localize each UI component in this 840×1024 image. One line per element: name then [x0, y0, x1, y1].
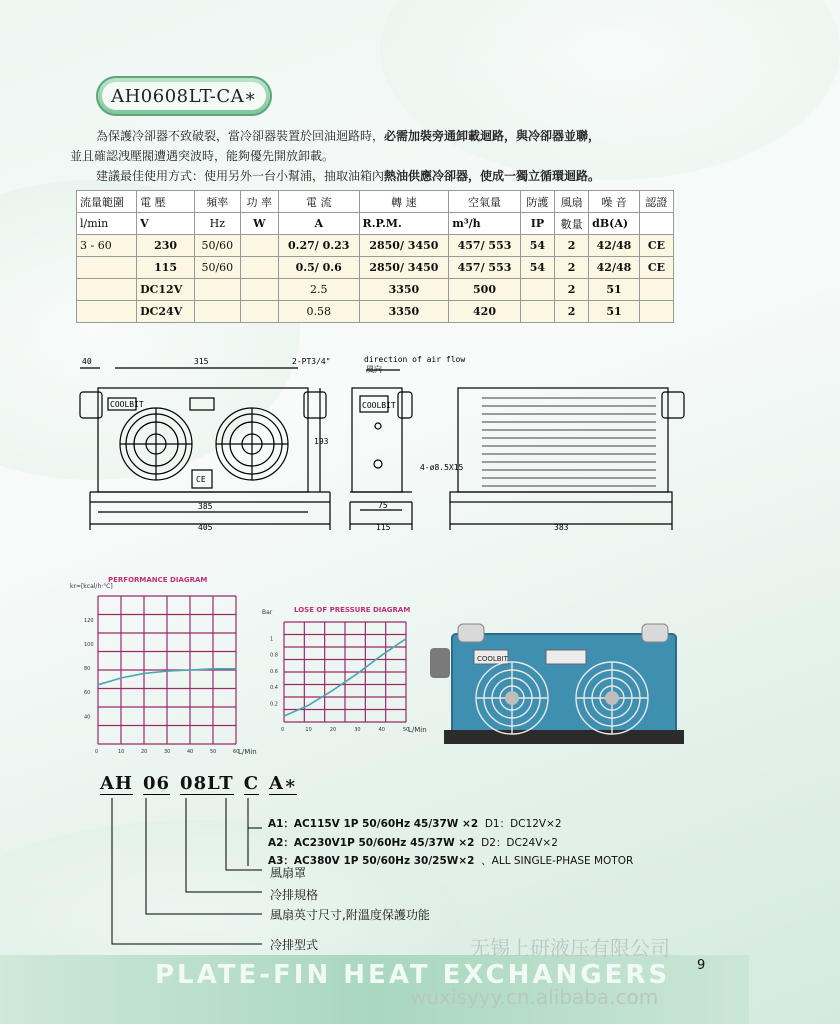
dim-383: 383 [554, 523, 569, 532]
table-cell: 51 [589, 279, 640, 301]
dim-405: 405 [198, 523, 213, 532]
table-cell: 54 [520, 257, 554, 279]
chart-ytick: 0.6 [270, 668, 278, 675]
dim-315: 315 [194, 357, 209, 366]
intro-line3-bold: 熱油供應冷卻器，使成一獨立循環迴路。 [384, 169, 601, 183]
option-d1: D1：DC12V×2 [484, 818, 562, 830]
table-row [77, 301, 674, 323]
chart-point [332, 690, 334, 692]
table-cell: 3 - 60 [77, 235, 137, 257]
airflow-label: direction of air flow [364, 355, 466, 364]
table-header-cell: 風扇 [555, 191, 589, 213]
brand-plate-text-side: COOLBIT [362, 401, 396, 410]
table-unit-cell: l/min [77, 213, 137, 235]
table-cell: 230 [137, 235, 195, 257]
table-unit-cell: m³/h [449, 213, 521, 235]
table-cell [77, 279, 137, 301]
table-cell: 2 [555, 301, 589, 323]
table-header-cell: 防護 [520, 191, 554, 213]
table-row [77, 279, 674, 301]
table-cell: 2850/ 3450 [359, 235, 449, 257]
dim-40: 40 [82, 357, 92, 366]
chart-point [356, 673, 358, 675]
table-row [77, 257, 674, 279]
chart-point [405, 638, 407, 640]
code-part: C [243, 773, 260, 794]
chart-xtick: 20 [141, 749, 148, 755]
table-unit-cell [639, 213, 673, 235]
holes-label: 4-ø8.5X15 [420, 463, 464, 472]
chart-point [143, 673, 145, 675]
option-a3-text: A3：AC380V 1P 50/60Hz 30/25W×2 [268, 855, 475, 867]
table-unit-cell: R.P.M. [359, 213, 449, 235]
table-row [77, 235, 674, 257]
dim-193: 193 [314, 437, 329, 446]
chart-xtick: 30 [164, 749, 171, 755]
table-cell [77, 257, 137, 279]
table-header-cell: 電 流 [278, 191, 359, 213]
chart-point [283, 715, 285, 717]
chart-point [120, 677, 122, 679]
code-part: AH [100, 773, 133, 794]
code-part: 06 [142, 773, 171, 794]
dim-75: 75 [378, 501, 388, 510]
table-header-cell: 空氣量 [449, 191, 521, 213]
table-cell: 54 [520, 235, 554, 257]
table-cell [240, 301, 278, 323]
table-cell: 50/60 [195, 235, 241, 257]
table-cell [195, 301, 241, 323]
table-cell: 2 [555, 279, 589, 301]
label-cooler-spec: 冷排規格 [270, 888, 319, 902]
spec-table [76, 190, 674, 323]
chart-xtick: 10 [118, 749, 125, 755]
watermark-company: 无锡上研液压有限公司 [470, 936, 670, 960]
technical-drawing [60, 352, 700, 532]
label-fan-cover: 風扇罩 [270, 866, 307, 880]
table-header-cell: 功 率 [240, 191, 278, 213]
table-header-cell: 電 壓 [137, 191, 195, 213]
port-label: 2-PT3/4" [292, 357, 331, 366]
chart-ytick: 120 [84, 618, 94, 625]
chart-ylabel: kr=[kcal/h·°C] [70, 583, 113, 590]
table-cell: DC24V [137, 301, 195, 323]
option-a2-text: A2：AC230V1P 50/60Hz 45/37W ×2 [268, 837, 475, 849]
table-header-cell: 認證 [639, 191, 673, 213]
chart-ytick: 0.8 [270, 652, 278, 659]
ce-mark-text: CE [196, 475, 206, 484]
chart-ytick: 60 [84, 690, 91, 697]
chart-ytick: 40 [84, 714, 91, 721]
intro-line3: 建議最佳使用方式：使用另外一台小幫浦，抽取油箱內 [96, 169, 385, 183]
table-unit-cell: IP [520, 213, 554, 235]
table-header-cell: 流量範圍 [77, 191, 137, 213]
table-cell: 42/48 [589, 257, 640, 279]
intro-paragraph [96, 126, 696, 146]
table-cell: 0.27/ 0.23 [278, 235, 359, 257]
table-cell: 0.58 [278, 301, 359, 323]
option-a3 [268, 853, 633, 868]
chart-point [381, 655, 383, 657]
chart-title: LOSE OF PRESSURE DIAGRAM [294, 606, 411, 614]
chart-xtick: 0 [281, 727, 285, 733]
table-cell: 115 [137, 257, 195, 279]
table-cell: DC12V [137, 279, 195, 301]
model-title-badge [96, 76, 272, 116]
chart-ylabel: Bar [262, 609, 273, 616]
table-cell [520, 301, 554, 323]
table-cell: 2 [555, 235, 589, 257]
intro-line1-bold: 必需加裝旁通卸載迴路，與冷卻器並聯， [384, 129, 601, 143]
dim-385: 385 [198, 502, 213, 511]
chart-xtick: 60 [233, 749, 240, 755]
performance-chart [70, 572, 257, 756]
chart-xtick: 50 [403, 727, 410, 733]
label-cooler-type: 冷排型式 [270, 938, 319, 952]
table-cell: 51 [589, 301, 640, 323]
airflow-label-cn: 風向 [366, 365, 382, 374]
table-cell: 42/48 [589, 235, 640, 257]
chart-ytick: 100 [84, 642, 94, 649]
chart-xtick: 50 [210, 749, 217, 755]
chart-xlabel: L/Min [408, 726, 427, 734]
chart-point [97, 684, 99, 686]
code-part: A∗ [269, 773, 298, 794]
option-a1 [268, 816, 562, 831]
chart-xtick: 40 [187, 749, 194, 755]
table-unit-cell: V [137, 213, 195, 235]
option-a1-text: A1：AC115V 1P 50/60Hz 45/37W ×2 [268, 818, 479, 830]
table-unit-cell: 數量 [555, 213, 589, 235]
chart-ytick: 1 [270, 636, 274, 643]
chart-point [235, 668, 237, 670]
table-unit-row [77, 213, 674, 235]
table-unit-cell: dB(A) [589, 213, 640, 235]
table-cell: 500 [449, 279, 521, 301]
table-cell: 457/ 553 [449, 235, 521, 257]
chart-ytick: 0.2 [270, 701, 278, 708]
option-a2 [268, 835, 558, 850]
label-fan-size: 風扇英寸尺寸,附溫度保護功能 [270, 908, 430, 922]
table-cell: CE [639, 235, 673, 257]
table-cell [520, 279, 554, 301]
table-cell: 3350 [359, 279, 449, 301]
recommendation-paragraph [96, 166, 716, 186]
table-cell [639, 279, 673, 301]
code-leader-lines [100, 796, 280, 952]
chart-point [212, 668, 214, 670]
table-cell [240, 257, 278, 279]
table-cell: 2850/ 3450 [359, 257, 449, 279]
table-cell: 0.5/ 0.6 [278, 257, 359, 279]
chart-xtick: 10 [305, 727, 312, 733]
page-number: 9 [697, 958, 706, 973]
chart-ytick: 0.4 [270, 685, 278, 691]
chart-xtick: 30 [354, 727, 361, 733]
footer-band-text: PLATE-FIN HEAT EXCHANGERS [155, 960, 671, 990]
table-unit-cell: Hz [195, 213, 241, 235]
chart-xtick: 0 [95, 749, 99, 755]
table-cell [240, 279, 278, 301]
table-header-cell: 轉 速 [359, 191, 449, 213]
option-d2: D2：DC24V×2 [481, 837, 558, 849]
table-header-row [77, 191, 674, 213]
chart-xtick: 40 [378, 727, 385, 733]
intro-line1: 為保護冷卻器不致破裂，當冷卻器裝置於回油迴路時， [96, 129, 385, 143]
intro-line2: 並且確認洩壓閥遭遇突波時，能夠優先開放卸載。 [70, 149, 335, 163]
table-cell: 420 [449, 301, 521, 323]
chart-point [166, 670, 168, 672]
table-cell: 50/60 [195, 257, 241, 279]
model-title: AH0608LT-CA∗ [102, 82, 266, 110]
table-cell: 457/ 553 [449, 257, 521, 279]
chart-xtick: 20 [329, 727, 337, 733]
table-cell [240, 235, 278, 257]
table-cell: 2 [555, 257, 589, 279]
chart-point [189, 669, 191, 671]
table-unit-cell: W [240, 213, 278, 235]
table-header-cell: 噪 音 [589, 191, 640, 213]
option-a3-note: 、ALL SINGLE-PHASE MOTOR [481, 855, 634, 867]
dim-115: 115 [376, 523, 391, 532]
chart-ytick: 80 [84, 666, 91, 673]
chart-point [308, 705, 310, 707]
chart-title: PERFORMANCE DIAGRAM [108, 576, 208, 584]
model-code [100, 773, 307, 795]
product-photo [430, 620, 688, 752]
table-cell: 3350 [359, 301, 449, 323]
pressure-chart [262, 602, 430, 738]
product-brand-label: COOLBIT [477, 655, 508, 663]
watermark-url: wuxisyyy.cn.alibaba.com [410, 985, 659, 1009]
table-cell: CE [639, 257, 673, 279]
table-cell [77, 301, 137, 323]
table-unit-cell: A [278, 213, 359, 235]
table-cell: 2.5 [278, 279, 359, 301]
table-cell [195, 279, 241, 301]
code-part: 08LT [180, 773, 234, 794]
table-header-cell: 頻率 [195, 191, 241, 213]
table-cell [639, 301, 673, 323]
chart-xlabel: L/Min [238, 748, 257, 756]
brand-plate-text: COOLBIT [110, 400, 144, 409]
